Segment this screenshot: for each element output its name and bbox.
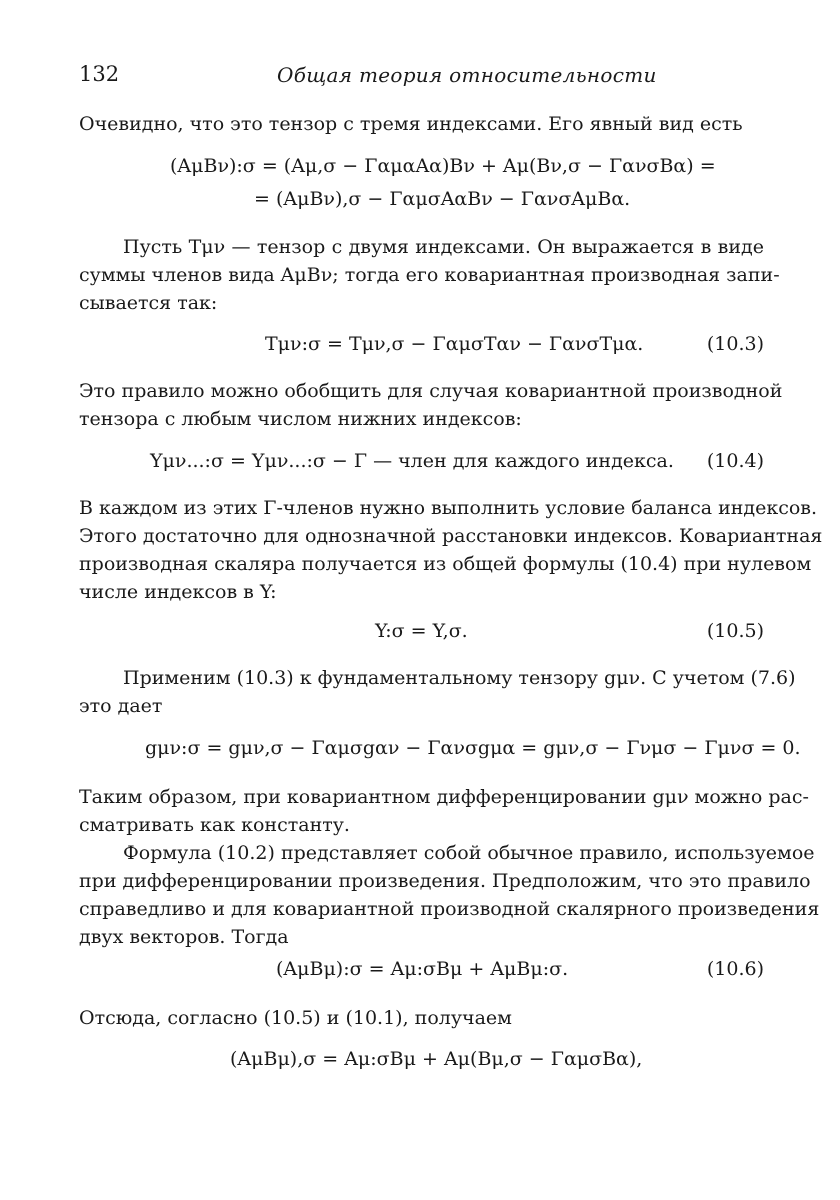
text-line: суммы членов вида AμBν; тогда его ковариантная производная запи- [79, 264, 780, 286]
text-line: сматривать как константу. [79, 814, 350, 836]
page-number: 132 [79, 62, 120, 86]
text-line: при дифференцировании произведения. Предположим, что это правило [79, 870, 811, 892]
running-title: Общая теория относительности [277, 63, 657, 87]
text-line: Очевидно, что это тензор с тремя индексами. Его явный вид есть [79, 113, 743, 135]
paragraph-3 [79, 377, 783, 433]
equation-number-10-3: (10.3) [706, 333, 764, 355]
paragraph-8 [79, 1004, 764, 1032]
text-line: сывается так: [79, 292, 218, 314]
equation-last: (AμBμ),σ = Aμ:σBμ + Aμ(Bμ,σ − ΓαμσBα), [230, 1048, 643, 1070]
text-line: Пусть Tμν — тензор с двумя индексами. Он выражается в виде [123, 236, 764, 258]
text-line: Формула (10.2) представляет собой обычное правило, используемое [123, 842, 815, 864]
paragraph-2 [79, 233, 780, 317]
equation-number-10-6: (10.6) [706, 958, 764, 980]
text-line: двух векторов. Тогда [79, 926, 289, 948]
equation-1-line-2: = (AμBν),σ − ΓαμσAαBν − ΓανσAμBα. [254, 188, 631, 210]
text-line: справедливо и для ковариантной производной скалярного произведения [79, 898, 820, 920]
text-line: Таким образом, при ковариантном дифференцировании gμν можно рас- [79, 786, 809, 808]
text-line: Это правило можно обобщить для случая ковариантной производной [79, 380, 783, 402]
paragraph-4 [79, 494, 823, 606]
text-line: Применим (10.3) к фундаментальному тензору gμν. С учетом (7.6) [123, 667, 796, 689]
equation-10-5: Y:σ = Y,σ. [375, 620, 468, 642]
text-line: это дает [79, 695, 163, 717]
paragraph-7 [79, 839, 820, 951]
text-line: В каждом из этих Γ-членов нужно выполнить условие баланса индексов. [79, 497, 818, 519]
equation-metric: gμν:σ = gμν,σ − Γαμσgαν − Γανσgμα = gμν,σ − Γνμσ − Γμνσ = 0. [145, 737, 801, 759]
text-line: производная скаляра получается из общей формулы (10.4) при нулевом [79, 553, 812, 575]
paragraph-5 [79, 664, 796, 720]
equation-10-4: Yμν...:σ = Yμν...:σ − Γ — член для каждого индекса. [150, 450, 674, 472]
paragraph-1 [79, 110, 764, 138]
text-line: Этого достаточно для однозначной расстановки индексов. Ковариантная [79, 525, 823, 547]
text-line: тензора с любым числом нижних индексов: [79, 408, 522, 430]
equation-10-6: (AμBμ):σ = Aμ:σBμ + AμBμ:σ. [276, 958, 569, 980]
equation-number-10-4: (10.4) [706, 450, 764, 472]
paragraph-6 [79, 783, 809, 839]
equation-10-3: Tμν:σ = Tμν,σ − ΓαμσTαν − ΓανσTμα. [265, 333, 644, 355]
text-line: Отсюда, согласно (10.5) и (10.1), получаем [79, 1007, 512, 1029]
page-header [79, 62, 764, 92]
equation-1-line-1: (AμBν):σ = (Aμ,σ − ΓαμαAα)Bν + Aμ(Bν,σ − ΓανσBα) = [170, 155, 716, 177]
equation-number-10-5: (10.5) [706, 620, 764, 642]
text-line: числе индексов в Y: [79, 581, 277, 603]
